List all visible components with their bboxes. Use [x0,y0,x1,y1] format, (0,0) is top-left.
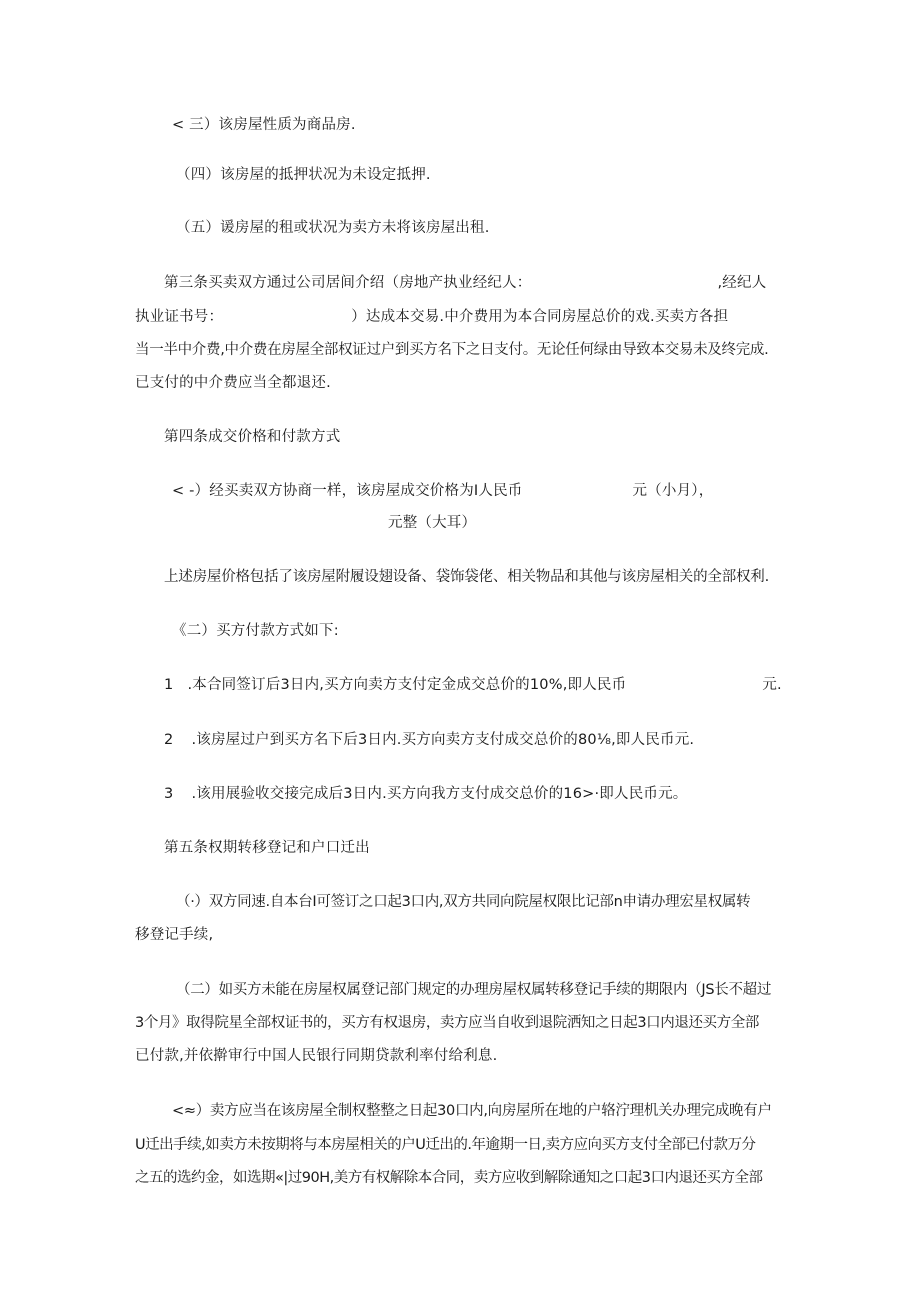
clause4-item1-capital: 元整（大耳） [388,515,477,531]
clause5-item1-line2: 移登记手续, [135,927,214,943]
clause3-line2-tail: ）达成本交易.中介费用为本合同房屋总价的戏.买卖方各担 [351,309,729,325]
clause4-item1 [172,482,713,500]
clause5-item2-line2: 3个月》取得院星全部权证书的，买方有权退房，卖方应当自收到退院洒知之日起3口内退还买方全部 [135,1015,759,1031]
clause4-item2-heading: 《二）买方付款方式如下: [172,623,339,639]
clause2-item4: （四）该房屋的抵押状况为未设定抵押. [176,167,431,183]
payment-1 [164,676,782,694]
payment-3 [164,785,688,803]
clause5-item2-line3: 已付款,并依擀审行中国人民银行同期贷款利率付给利息. [135,1048,498,1064]
clause3-line3: 当一半中介费,中介费在房屋全部权证过户到买方名下之日支付。无论任何绿由导致本交易未及终完成. [135,342,769,358]
clause2-item3: < 三）该房屋性质为商品房. [172,117,356,133]
clause2-item5: （五）谖房屋的租或状况为卖方未将该房屋出租. [176,220,490,236]
payment-2-num: 2 [164,732,174,748]
clause4-note: 上述房屋价格包括了该房屋附履设翅设备、袋饰袋佬、相关物品和其他与该房屋相关的全部权利. [164,569,770,585]
payment-2-text: .该房屋过户到买方名下后3日内.买方向卖方支付成交总价的80⅛,即人民币元. [191,732,695,748]
payment-1-num: 1 [164,677,174,693]
clause5-item1-line1: （·）双方同速.自本台I可签订之口起3口内,双方共同向院屋权限比记部n申请办理宏星权属转 [176,894,751,910]
clause4-item1-text: < -）经买卖双方协商一样，该房屋成交价格为I人民币 [172,483,523,499]
clause3-line1 [164,274,766,292]
payment-3-num: 3 [164,786,174,802]
clause3-line1-tail: ,经纪人 [717,275,767,291]
clause5-item3-line3: 之五的选约金，如选期«|过90H,美方有权解除本合同，卖方应收到解除通知之口起3口内退还买方全部 [135,1170,763,1186]
payment-1-text: .本合同签订后3日内,买方向卖方支付定金成交总价的10%,即人民币 [187,677,627,693]
clause4-heading: 第四条成交价格和付款方式 [164,429,341,445]
payment-1-unit: 元. [762,677,782,693]
clause3-line4: 已支付的中介费应当全都退还. [135,375,331,391]
clause5-item3-line1: <≈）卖方应当在该房屋全制权整整之日起30口内,向房屋所在地的户辂泞理机关办理完成晚有户 [172,1103,772,1119]
clause5-item2-line1: （二）如买方未能在房屋权属登记部门规定的办理房屋权属转移登记手续的期限内（JS长不超过 [176,982,772,998]
clause5-item3-line2: U迁出手续,如卖方未按期将与本房屋相关的户U迁出的.年逾期一日,卖方应向买方支付全部已付款万分 [135,1137,756,1153]
clause3-line1-text: 第三条买卖双方通过公司居间介绍（房地产执业经纪人： [164,275,532,291]
clause4-item1-unit: 元（小月）， [632,483,714,499]
clause3-line2 [135,308,728,326]
clause3-line2-text: 执业证书号： [135,309,224,325]
payment-3-text: .该用展验收交接完成后3日内.买方向我方支付成交总价的16>·即人民币元。 [191,786,688,802]
payment-2 [164,731,694,749]
clause5-heading: 第五条权期转移登记和户口迁出 [164,840,370,856]
